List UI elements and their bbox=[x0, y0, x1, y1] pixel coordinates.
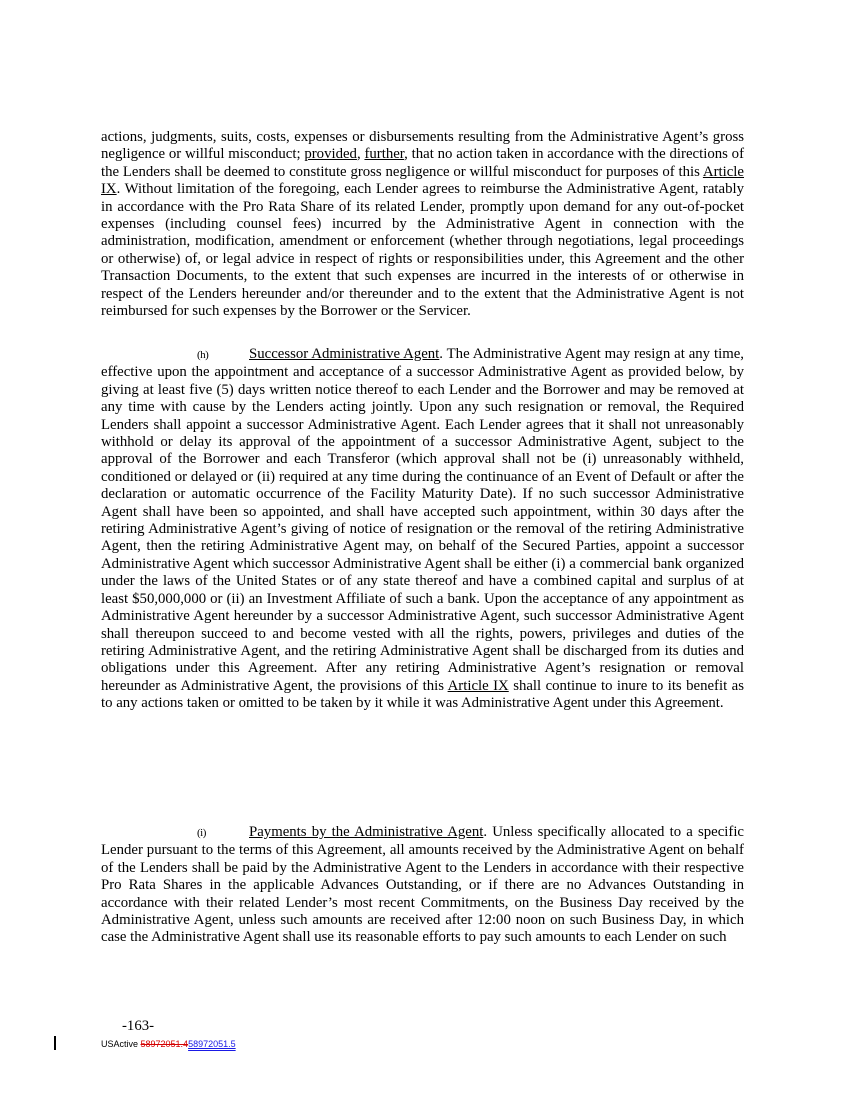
paragraph-successor-administrative-agent bbox=[101, 346, 744, 713]
document-footer bbox=[101, 1039, 236, 1049]
text-run: . Without limitation of the foregoing, each Lender agrees to reimburse the Administrative Agent, ratably in accordance with the Pro Rata Share of its related Lender, promptly upon demand for any out-of-pocket expenses (including counsel fees) incurred by the Administrative Agent in connection with the administration, modification, amendment or enforcement (whether through negotiations, legal proceedings or otherwise) of, or legal advice in respect of rights or responsibilities under, this Agreement and the other Transaction Documents, to the extent that such expenses are incurred in the interests of or otherwise in respect of the Lenders hereunder and/or thereunder and to the extent that the Administrative Agent is not reimbursed for such expenses by the Borrower or the Servicer. bbox=[101, 181, 744, 320]
section-label: (h) bbox=[197, 349, 209, 361]
paragraph-indemnification-continued bbox=[101, 129, 744, 320]
text-run: actions, judgments, suits, costs, expenses or disbursements resulting from the Administrative Agent’s gross negligence or willful misconduct; bbox=[101, 129, 744, 163]
text-run: . The Administrative Agent may resign at any time, effective upon the appointment and acceptance of a successor Administrative Agent as provided below, by giving at least five (5) days written notice thereof to each Lender and the Borrower and may be removed at any time with cause by the Lenders acting jointly. Upon any such resignation or removal, the Required Lenders shall appoint a successor Administrative Agent. Each Lender agrees that it shall not unreasonably withhold or delay its approval of the appointment of a successor Administrative Agent, subject to the approval of the Borrower and each Transferor (which approval shall not be (i) unreasonably withheld, conditioned or delayed or (ii) required at any time during the continuance of an Event of Default or after the declaration or automatic occurrence of the Facility Maturity Date). If no such successor Administrative Agent shall have been so appointed, and shall have accepted such appointment, within 30 days after the retiring Administrative Agent’s giving of notice of resignation or the removal of the retiring Administrative Agent, then the retiring Administrative Agent may, on behalf of the Secured Parties, appoint a successor Administrative Agent which successor Administrative Agent shall be either (i) a commercial bank organized under the laws of the United States or of any state thereof and have a combined capital and surplus of at least $50,000,000 or (ii) an Investment Affiliate of such a bank. Upon the acceptance of any appointment as Administrative Agent hereunder by a successor Administrative Agent, such successor Administrative Agent shall thereupon succeed to and become vested with all the rights, powers, privileges and duties of the retiring Administrative Agent, and the retiring Administrative Agent shall be discharged from its duties and obligations under this Agreement. After any retiring Administrative Agent’s resignation or removal hereunder as Administrative Agent, the provisions of this bbox=[101, 346, 744, 694]
inserted-document-id: 58972051.5 bbox=[188, 1039, 236, 1049]
paragraph-payments-by-administrative-agent bbox=[101, 824, 744, 947]
deleted-document-id: 58972051.4 bbox=[140, 1039, 189, 1049]
section-label: (i) bbox=[197, 827, 206, 839]
section-heading: Payments by the Administrative Agent bbox=[249, 824, 484, 840]
text-run: , that no action taken in accordance with the directions of the Lenders shall be deemed to constitute gross negligence or willful misconduct for purposes of this bbox=[101, 146, 744, 180]
text-run: , bbox=[356, 146, 365, 163]
article-reference: Article IX bbox=[447, 677, 509, 694]
underlined-term-further: further bbox=[364, 146, 405, 163]
revision-change-bar bbox=[54, 1036, 56, 1050]
underlined-term-provided: provided bbox=[304, 146, 357, 163]
footer-prefix: USActive bbox=[101, 1039, 141, 1049]
text-run: . Unless specifically allocated to a specific Lender pursuant to the terms of this Agreement, all amounts received by the Administrative Agent on behalf of the Lenders shall be paid by the Administrative Agent to the Lenders in accordance with their respective Pro Rata Shares in the applicable Advances Outstanding, or if there are no Advances Outstanding in accordance with their related Lender’s most recent Commitments, on the Business Day received by the Administrative Agent, unless such amounts are received after 12:00 noon on such Business Day, in which case the Administrative Agent shall use its reasonable efforts to pay such amounts to each Lender on such bbox=[101, 824, 744, 946]
section-heading: Successor Administrative Agent bbox=[249, 346, 440, 362]
page-number: -163- bbox=[122, 1018, 155, 1034]
text-run: shall continue to inure to its benefit as to any actions taken or omitted to be taken by it while it was Administrative Agent under this Agreement. bbox=[101, 677, 744, 712]
article-reference: Article IX bbox=[101, 163, 744, 198]
